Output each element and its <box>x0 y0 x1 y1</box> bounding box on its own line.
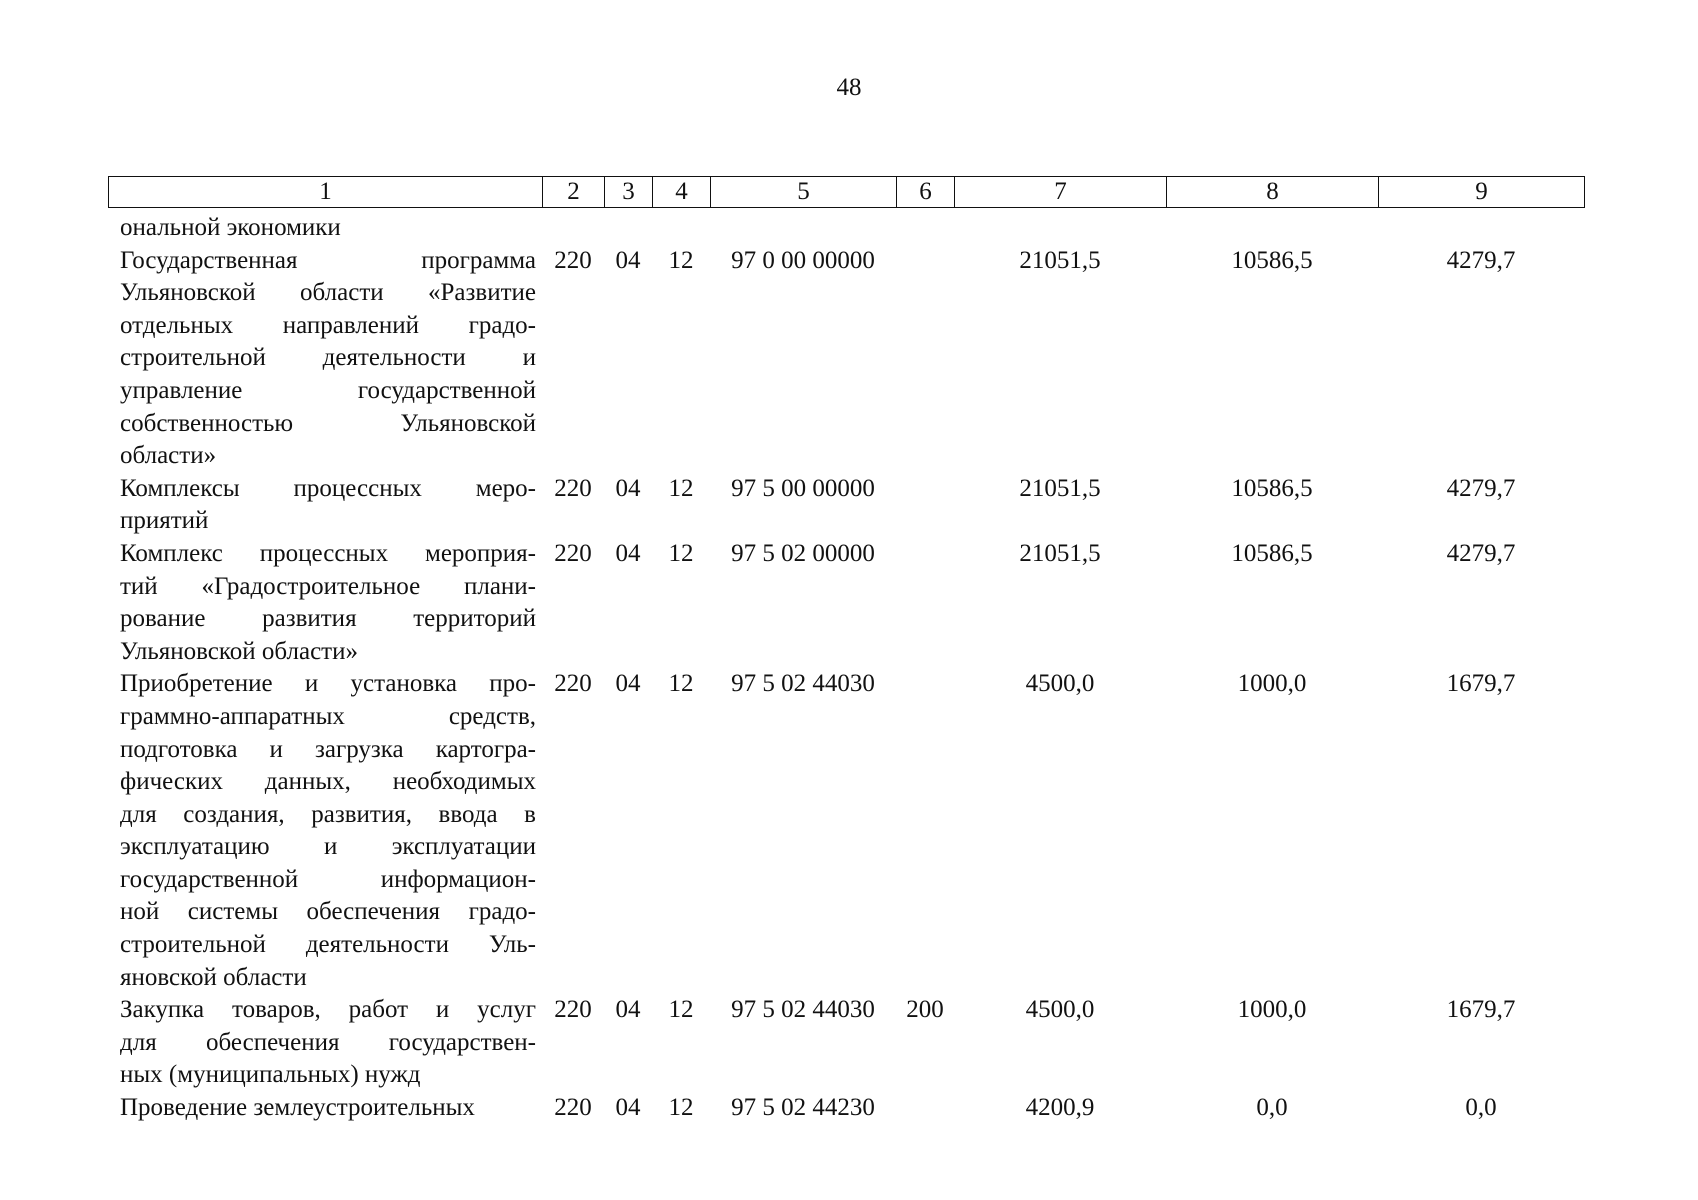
row-description <box>108 538 542 668</box>
target-article-code: 97 5 00 00000 <box>731 474 875 502</box>
amount-col-8: 10586,5 <box>1231 539 1313 567</box>
row-description <box>108 1092 542 1125</box>
description-line: Ульяновской области» <box>120 637 358 665</box>
subsection-code: 12 <box>668 1094 694 1122</box>
description-line: строительной деятельности и <box>120 344 536 372</box>
description-line: Государственная программа <box>120 246 536 274</box>
amount-col-7: 21051,5 <box>1019 539 1101 567</box>
header-col-3: 3 <box>605 177 653 208</box>
description-line: рование развития территорий <box>120 605 536 633</box>
ministry-code <box>542 212 604 245</box>
budget-table-body <box>108 212 1584 1125</box>
table-row <box>108 245 1584 473</box>
description-line: области» <box>120 442 217 470</box>
header-col-6: 6 <box>897 177 955 208</box>
header-col-4: 4 <box>653 177 711 208</box>
expense-type-code <box>896 245 954 473</box>
target-article-code: 97 5 02 00000 <box>731 539 875 567</box>
table-row <box>108 1092 1584 1125</box>
description-line: ной системы обеспечения градо- <box>120 898 536 926</box>
description-line: Приобретение и установка про- <box>120 670 536 698</box>
description-line: граммно-аппаратных средств, <box>120 702 536 730</box>
header-col-9: 9 <box>1379 177 1585 208</box>
description-line: приятий <box>120 507 209 535</box>
section-code: 04 <box>615 996 641 1024</box>
expense-type-code: 200 <box>906 996 944 1024</box>
subsection-code: 12 <box>668 996 694 1024</box>
amount-col-9: 4279,7 <box>1446 474 1516 502</box>
amount-col-9: 4279,7 <box>1446 539 1516 567</box>
row-description <box>108 212 542 245</box>
amount-col-7: 21051,5 <box>1019 474 1101 502</box>
amount-col-9: 1679,7 <box>1446 996 1516 1024</box>
page-number: 48 <box>836 74 862 101</box>
header-col-5: 5 <box>711 177 897 208</box>
amount-col-8: 10586,5 <box>1231 246 1313 274</box>
description-line: для создания, развития, ввода в <box>120 800 536 828</box>
expense-type-code <box>896 1092 954 1125</box>
amount-col-8: 1000,0 <box>1237 670 1307 698</box>
row-description <box>108 994 542 1092</box>
row-description <box>108 473 542 538</box>
description-line: Комплексы процессных меро- <box>120 474 536 502</box>
amount-col-7: 4500,0 <box>1025 670 1095 698</box>
subsection-code: 12 <box>668 539 694 567</box>
amount-col-9: 0,0 <box>1465 1094 1497 1122</box>
amount-col-7: 4500,0 <box>1025 996 1095 1024</box>
table-row <box>108 212 1584 245</box>
expense-type-code <box>896 668 954 994</box>
table-row <box>108 668 1584 994</box>
section-code: 04 <box>615 539 641 567</box>
header-col-1: 1 <box>109 177 543 208</box>
table-row <box>108 473 1584 538</box>
ministry-code: 220 <box>554 246 592 274</box>
section-code: 04 <box>615 670 641 698</box>
header-col-8: 8 <box>1167 177 1379 208</box>
amount-col-8: 1000,0 <box>1237 996 1307 1024</box>
table-row <box>108 994 1584 1092</box>
description-line: собственностью Ульяновской <box>120 409 536 437</box>
amount-col-7 <box>954 212 1166 245</box>
target-article-code: 97 0 00 00000 <box>731 246 875 274</box>
target-article-code <box>710 212 896 245</box>
amount-col-8: 10586,5 <box>1231 474 1313 502</box>
expense-type-code <box>896 212 954 245</box>
description-line: фических данных, необходимых <box>120 768 536 796</box>
expense-type-code <box>896 473 954 538</box>
ministry-code: 220 <box>554 670 592 698</box>
description-line: ных (муниципальных) нужд <box>120 1061 421 1089</box>
ministry-code: 220 <box>554 474 592 502</box>
description-line: яновской области <box>120 963 307 991</box>
description-line: для обеспечения государствен- <box>120 1028 536 1056</box>
description-line: управление государственной <box>120 376 536 404</box>
column-number-header <box>108 176 1585 208</box>
table-row <box>108 538 1584 668</box>
description-line: ональной экономики <box>120 214 341 241</box>
section-code <box>604 212 652 245</box>
description-line: государственной информацион- <box>120 865 536 893</box>
amount-col-9 <box>1378 212 1584 245</box>
row-description <box>108 668 542 994</box>
ministry-code: 220 <box>554 996 592 1024</box>
description-line: Проведение землеустроительных <box>120 1094 475 1122</box>
description-line: Ульяновской области «Развитие <box>120 279 536 307</box>
description-line: отдельных направлений градо- <box>120 311 536 339</box>
target-article-code: 97 5 02 44030 <box>731 670 875 698</box>
amount-col-9: 4279,7 <box>1446 246 1516 274</box>
amount-col-8 <box>1166 212 1378 245</box>
header-col-2: 2 <box>543 177 605 208</box>
expense-type-code <box>896 538 954 668</box>
amount-col-7: 4200,9 <box>1025 1094 1095 1122</box>
description-line: тий «Градостроительное плани- <box>120 572 536 600</box>
description-line: строительной деятельности Уль- <box>120 931 536 959</box>
row-description <box>108 245 542 473</box>
amount-col-7: 21051,5 <box>1019 246 1101 274</box>
subsection-code: 12 <box>668 670 694 698</box>
section-code: 04 <box>615 1094 641 1122</box>
description-line: эксплуатацию и эксплуатации <box>120 833 536 861</box>
header-col-7: 7 <box>955 177 1167 208</box>
amount-col-8: 0,0 <box>1256 1094 1288 1122</box>
description-line: Закупка товаров, работ и услуг <box>120 996 536 1024</box>
amount-col-9: 1679,7 <box>1446 670 1516 698</box>
subsection-code <box>652 212 710 245</box>
ministry-code: 220 <box>554 539 592 567</box>
description-line: подготовка и загрузка картогра- <box>120 735 536 763</box>
target-article-code: 97 5 02 44230 <box>731 1094 875 1122</box>
subsection-code: 12 <box>668 246 694 274</box>
section-code: 04 <box>615 246 641 274</box>
target-article-code: 97 5 02 44030 <box>731 996 875 1024</box>
ministry-code: 220 <box>554 1094 592 1122</box>
subsection-code: 12 <box>668 474 694 502</box>
section-code: 04 <box>615 474 641 502</box>
description-line: Комплекс процессных мероприя- <box>120 539 536 567</box>
